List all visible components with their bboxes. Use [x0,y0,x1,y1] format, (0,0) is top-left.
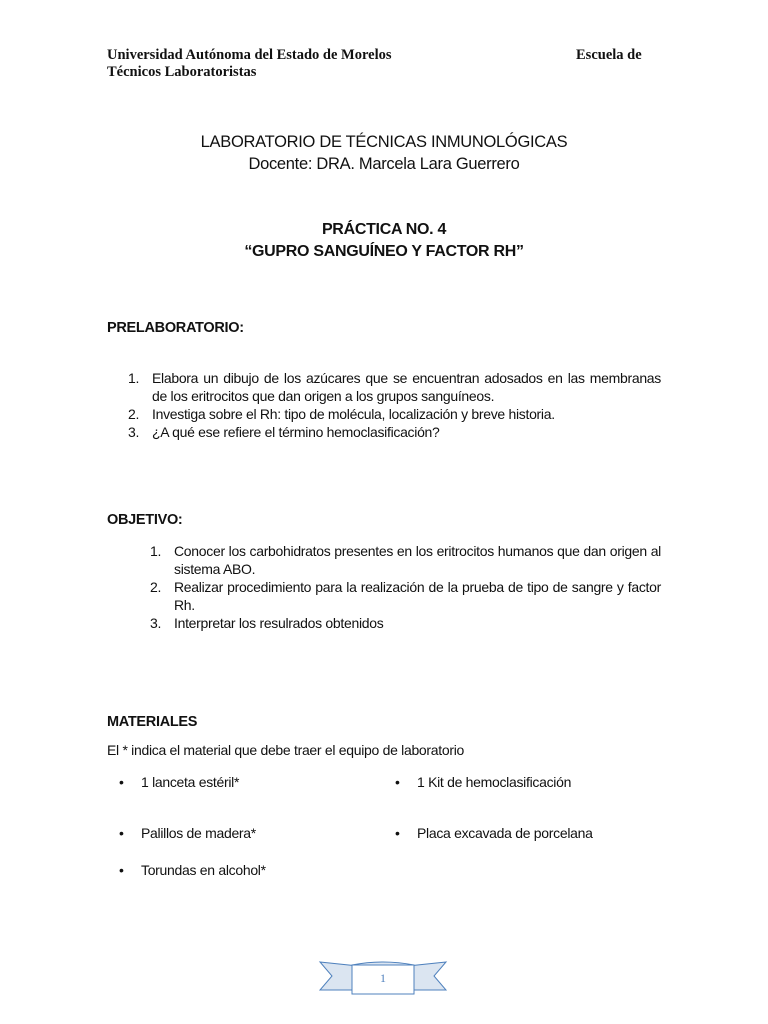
bullet-icon: • [395,774,400,790]
item-text: Conocer los carbohidratos presentes en los eritrocitos humanos que dan origen al sistema ABO. [174,543,661,577]
item-text: Realizar procedimiento para la realización de la prueba de tipo de sangre y factor Rh. [174,579,661,613]
header-university-line2: Técnicos Laboratoristas [107,64,257,80]
item-number: 2. [150,579,162,595]
header-university-line1: Universidad Autónoma del Estado de Morelos [107,47,392,63]
item-number: 1. [128,370,140,386]
bullet-icon: • [119,825,124,841]
material-item [119,825,256,841]
material-item [395,825,593,841]
material-item [119,774,240,790]
list-item [150,542,661,578]
practice-name: “GUPRO SANGUÍNEO Y FACTOR RH” [244,243,524,260]
prelab-list [128,369,661,441]
objective-heading: OBJETIVO: [107,512,183,528]
material-label: 1 lanceta estéril* [141,774,240,790]
material-item [119,862,266,878]
lab-docente: Docente: DRA. Marcela Lara Guerrero [248,155,520,173]
header-university [107,47,392,81]
page-number: 1 [380,971,386,985]
list-item [128,369,661,405]
item-number: 1. [150,543,162,559]
item-text: Investiga sobre el Rh: tipo de molécula, localización y breve historia. [152,406,555,422]
header-school: Escuela de [576,47,642,63]
material-label: Palillos de madera* [141,825,256,841]
item-number: 3. [150,615,162,631]
item-text: Elabora un dibujo de los azúcares que se encuentran adosados en las membranas de los eritrocitos que dan origen a los grupos sanguíneos. [152,370,661,404]
item-text: Interpretar los resulrados obtenidos [174,615,384,631]
material-label: 1 Kit de hemoclasificación [417,774,572,790]
material-label: Torundas en alcohol* [141,862,266,878]
bullet-icon: • [119,774,124,790]
bullet-icon: • [395,825,400,841]
objective-list [150,542,661,632]
list-item [150,578,661,614]
practice-number: PRÁCTICA NO. 4 [321,221,447,238]
materials-note: El * indica el material que debe traer el equipo de laboratorio [107,742,465,758]
bullet-icon: • [119,862,124,878]
list-item [150,614,661,632]
item-number: 2. [128,406,140,422]
item-number: 3. [128,424,140,440]
list-item [128,405,661,423]
list-item [128,423,661,441]
page-footer [318,958,448,998]
materials-heading: MATERIALES [107,714,198,730]
lab-title: LABORATORIO DE TÉCNICAS INMUNOLÓGICAS [200,133,568,151]
prelab-heading: PRELABORATORIO: [107,320,244,336]
material-item [395,774,572,790]
item-text: ¿A qué ese refiere el término hemoclasificación? [152,424,440,440]
material-label: Placa excavada de porcelana [417,825,593,841]
